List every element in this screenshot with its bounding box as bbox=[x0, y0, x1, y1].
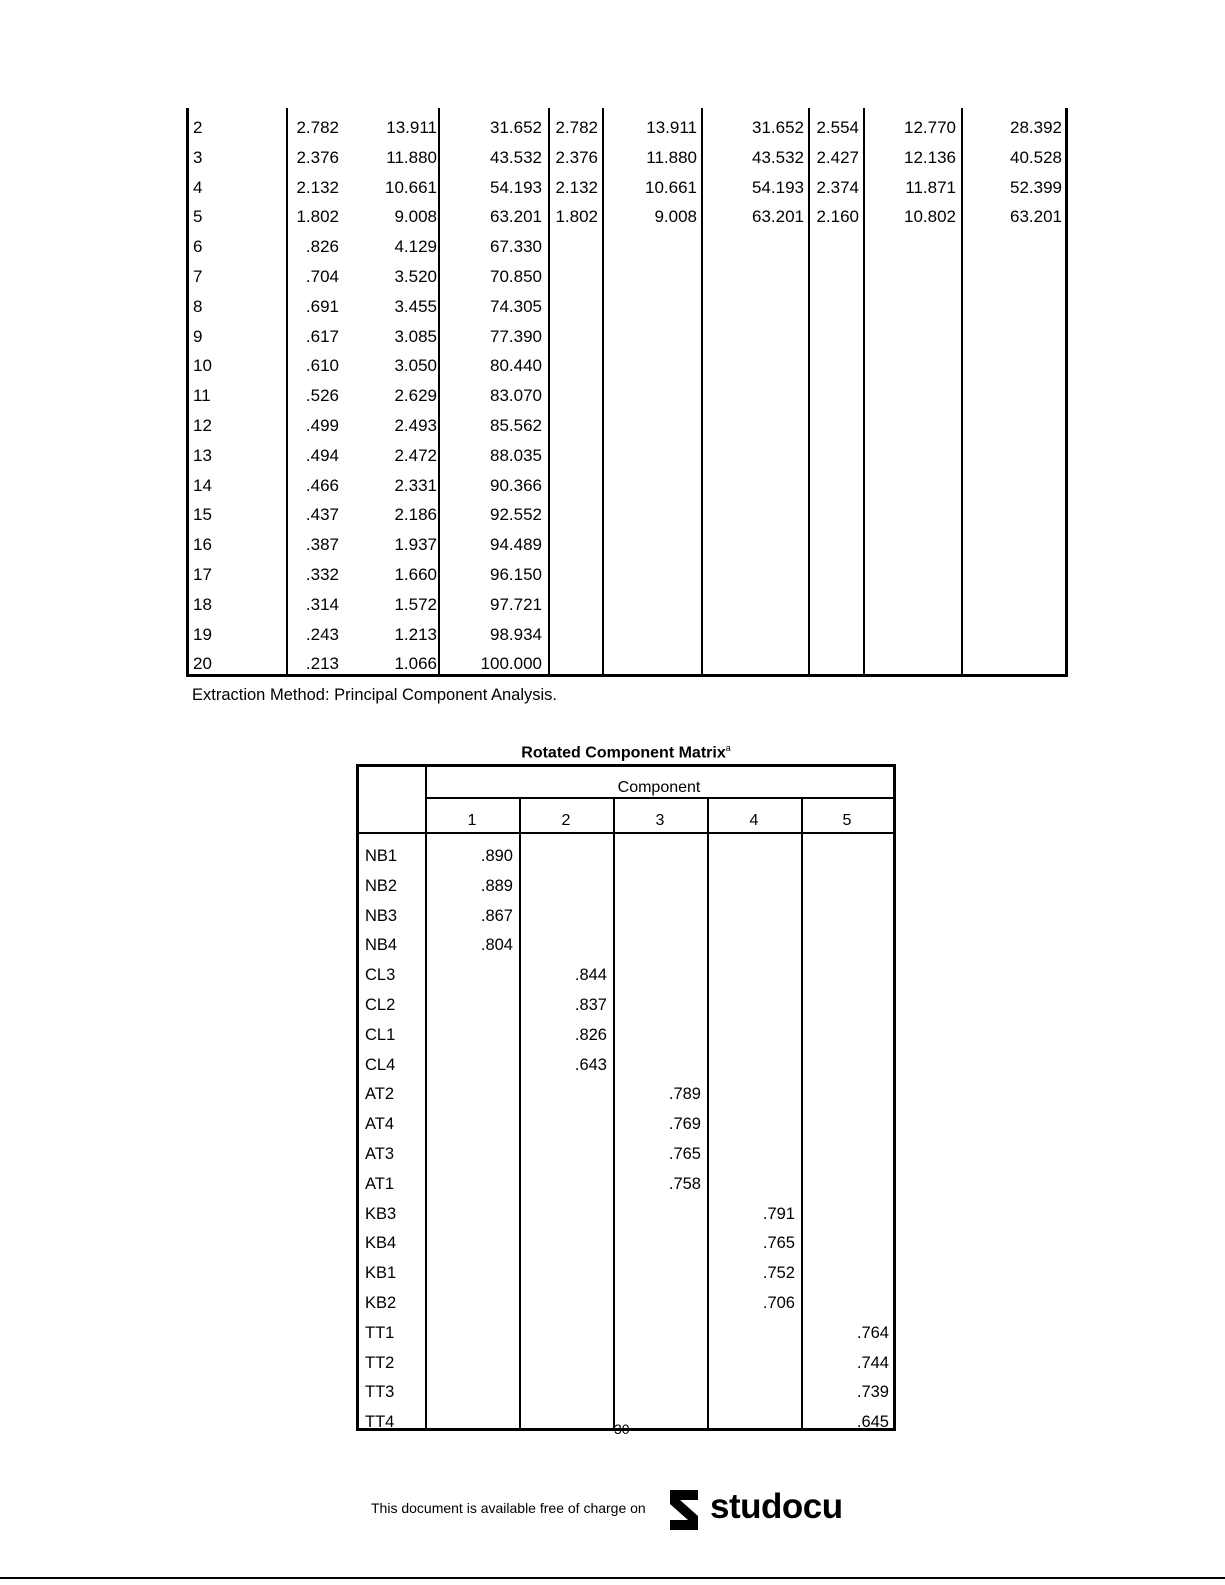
initial-cumulative-pct: 63.201 bbox=[490, 207, 542, 227]
component-col-4: 4 bbox=[749, 812, 759, 829]
extraction-cumulative-pct: 43.532 bbox=[752, 147, 804, 167]
initial-pct-variance: 2.493 bbox=[394, 416, 437, 435]
extraction-total: 2.376 bbox=[555, 147, 598, 167]
item-label: AT4 bbox=[365, 1115, 395, 1134]
item-label: CL2 bbox=[365, 996, 396, 1014]
initial-pct-variance: 3.085 bbox=[394, 326, 437, 346]
component-number: 15 bbox=[193, 505, 212, 525]
matrix-row bbox=[359, 990, 893, 1020]
variance-table-row bbox=[189, 471, 1065, 501]
initial-total: .499 bbox=[305, 416, 339, 435]
initial-cumulative-pct: 85.562 bbox=[490, 416, 542, 435]
loading-value: .765 bbox=[762, 1234, 795, 1253]
initial-pct-variance: 3.050 bbox=[394, 356, 437, 376]
initial-pct-variance: 2.472 bbox=[394, 445, 437, 465]
loading-value: .791 bbox=[762, 1204, 795, 1223]
item-label: NB2 bbox=[365, 876, 398, 895]
component-number: 10 bbox=[193, 356, 212, 376]
matrix-row bbox=[359, 1199, 893, 1229]
initial-pct-variance: 3.520 bbox=[394, 267, 437, 286]
initial-cumulative-pct: 70.850 bbox=[490, 267, 542, 286]
rotation-cumulative-pct: 52.399 bbox=[1010, 177, 1062, 197]
item-label: KB1 bbox=[365, 1264, 397, 1283]
initial-total: .466 bbox=[305, 475, 339, 495]
initial-cumulative-pct: 96.150 bbox=[490, 565, 542, 584]
matrix-row bbox=[359, 901, 893, 931]
item-label: TT3 bbox=[365, 1383, 395, 1402]
rotated-component-matrix bbox=[356, 764, 896, 1437]
initial-cumulative-pct: 80.440 bbox=[490, 356, 542, 376]
matrix-row bbox=[359, 1228, 893, 1258]
initial-pct-variance: 9.008 bbox=[394, 207, 437, 227]
variance-table-row bbox=[189, 411, 1065, 441]
component-number: 8 bbox=[193, 296, 203, 316]
loading-value: .826 bbox=[574, 1025, 607, 1044]
matrix-row bbox=[359, 1109, 893, 1139]
initial-cumulative-pct: 97.721 bbox=[490, 594, 542, 614]
initial-total: 2.782 bbox=[296, 118, 339, 137]
initial-total: 2.376 bbox=[296, 147, 339, 167]
matrix-row bbox=[359, 871, 893, 901]
initial-total: .704 bbox=[305, 267, 339, 286]
initial-total: .826 bbox=[305, 237, 339, 257]
item-label: CL4 bbox=[365, 1055, 396, 1074]
component-number: 14 bbox=[193, 475, 212, 495]
loading-value: .804 bbox=[480, 936, 513, 955]
component-number: 18 bbox=[193, 594, 212, 614]
initial-pct-variance: 10.661 bbox=[385, 177, 437, 197]
initial-total: 1.802 bbox=[296, 207, 339, 227]
component-number: 7 bbox=[193, 267, 203, 286]
initial-total: .494 bbox=[305, 445, 339, 465]
initial-pct-variance: 1.937 bbox=[394, 535, 437, 555]
matrix-row bbox=[359, 841, 893, 871]
loading-value: .645 bbox=[856, 1413, 889, 1432]
initial-total: 2.132 bbox=[296, 177, 339, 197]
initial-cumulative-pct: 74.305 bbox=[490, 296, 542, 316]
component-group-header: Component bbox=[617, 779, 701, 796]
initial-total: .526 bbox=[305, 386, 339, 406]
item-label: AT1 bbox=[365, 1174, 395, 1193]
item-label: CL1 bbox=[365, 1025, 396, 1044]
initial-total: .213 bbox=[305, 654, 339, 674]
matrix-row bbox=[359, 1169, 893, 1199]
extraction-total: 1.802 bbox=[555, 207, 598, 227]
initial-total: .314 bbox=[305, 594, 339, 614]
component-col-3: 3 bbox=[655, 812, 665, 829]
initial-pct-variance: 2.331 bbox=[394, 475, 437, 495]
component-col-1: 1 bbox=[467, 812, 477, 829]
loading-value: .643 bbox=[574, 1055, 607, 1074]
variance-table-row bbox=[189, 441, 1065, 471]
item-label: TT4 bbox=[365, 1413, 395, 1432]
title-footnote-marker: a bbox=[725, 743, 731, 753]
initial-cumulative-pct: 98.934 bbox=[490, 624, 542, 644]
rotation-total: 2.427 bbox=[816, 147, 859, 167]
loading-value: .890 bbox=[480, 847, 513, 865]
extraction-total: 2.132 bbox=[555, 177, 598, 197]
matrix-row bbox=[359, 1348, 893, 1378]
initial-pct-variance: 1.660 bbox=[394, 565, 437, 584]
component-number: 16 bbox=[193, 535, 212, 555]
rotation-cumulative-pct: 28.392 bbox=[1010, 118, 1062, 137]
matrix-row bbox=[359, 1139, 893, 1169]
matrix-row bbox=[359, 1288, 893, 1318]
initial-pct-variance: 2.186 bbox=[394, 505, 437, 525]
component-number: 11 bbox=[193, 386, 211, 406]
loading-value: .844 bbox=[574, 966, 607, 985]
loading-value: .739 bbox=[856, 1383, 889, 1402]
component-number: 12 bbox=[193, 416, 212, 435]
matrix-row bbox=[359, 1258, 893, 1288]
rotation-cumulative-pct: 40.528 bbox=[1010, 147, 1062, 167]
initial-total: .437 bbox=[305, 505, 339, 525]
page-bottom-rule bbox=[0, 1577, 1225, 1579]
variance-table-row bbox=[189, 530, 1065, 560]
studocu-wordmark: studocu bbox=[710, 1487, 843, 1526]
item-label: TT2 bbox=[365, 1353, 395, 1372]
rotation-cumulative-pct: 63.201 bbox=[1010, 207, 1062, 227]
loading-value: .769 bbox=[668, 1115, 701, 1134]
item-label: KB4 bbox=[365, 1234, 397, 1253]
rotated-matrix-title: Rotated Component Matrix$^a$ bbox=[521, 743, 731, 762]
item-label: NB1 bbox=[365, 847, 398, 865]
item-label: NB3 bbox=[365, 906, 398, 925]
loading-value: .744 bbox=[856, 1353, 889, 1372]
rotation-pct-variance: 12.770 bbox=[904, 118, 956, 137]
rotation-total: 2.374 bbox=[816, 177, 859, 197]
component-number: 6 bbox=[193, 237, 203, 257]
variance-table-row bbox=[189, 173, 1065, 203]
rotation-pct-variance: 12.136 bbox=[904, 147, 956, 167]
item-label: AT3 bbox=[365, 1145, 395, 1163]
item-label: KB2 bbox=[365, 1294, 397, 1312]
extraction-method-footnote: Extraction Method: Principal Component Analysis. bbox=[192, 686, 558, 704]
variance-table-row bbox=[189, 143, 1065, 173]
loading-value: .764 bbox=[856, 1323, 889, 1342]
component-col-2: 2 bbox=[561, 812, 571, 829]
matrix-row bbox=[359, 930, 893, 960]
variance-table-row bbox=[189, 113, 1065, 143]
initial-cumulative-pct: 77.390 bbox=[490, 326, 542, 346]
initial-total: .691 bbox=[305, 296, 339, 316]
component-number: 9 bbox=[193, 326, 203, 346]
initial-pct-variance: 13.911 bbox=[386, 118, 437, 137]
loading-value: .765 bbox=[668, 1145, 701, 1163]
component-number: 2 bbox=[193, 118, 203, 137]
matrix-row bbox=[359, 960, 893, 990]
variance-table-row bbox=[189, 649, 1065, 679]
component-number: 17 bbox=[193, 565, 212, 584]
variance-table-row bbox=[189, 232, 1065, 262]
extraction-cumulative-pct: 31.652 bbox=[752, 118, 804, 137]
variance-table-row bbox=[189, 262, 1065, 292]
component-number: 4 bbox=[193, 177, 203, 197]
matrix-row bbox=[359, 1050, 893, 1080]
rotation-pct-variance: 11.871 bbox=[905, 177, 956, 197]
initial-cumulative-pct: 94.489 bbox=[490, 535, 542, 555]
variance-table-row bbox=[189, 322, 1065, 352]
initial-pct-variance: 11.880 bbox=[386, 147, 437, 167]
matrix-row bbox=[359, 1020, 893, 1050]
variance-table-row bbox=[189, 292, 1065, 322]
component-number: 3 bbox=[193, 147, 203, 167]
item-label: KB3 bbox=[365, 1204, 397, 1223]
initial-total: .617 bbox=[305, 326, 339, 346]
initial-cumulative-pct: 90.366 bbox=[490, 475, 542, 495]
variance-table-row bbox=[189, 560, 1065, 590]
component-col-5: 5 bbox=[842, 812, 852, 829]
loading-value: .837 bbox=[574, 996, 607, 1014]
item-label: AT2 bbox=[365, 1085, 395, 1104]
matrix-row bbox=[359, 1377, 893, 1407]
loading-value: .889 bbox=[480, 876, 513, 895]
matrix-row bbox=[359, 1079, 893, 1109]
loading-value: .752 bbox=[762, 1264, 795, 1283]
variance-table-row bbox=[189, 620, 1065, 650]
initial-cumulative-pct: 31.652 bbox=[490, 118, 542, 137]
loading-value: .706 bbox=[762, 1294, 795, 1312]
loading-value: .867 bbox=[480, 906, 513, 925]
item-label: TT1 bbox=[365, 1323, 395, 1342]
extraction-total: 2.782 bbox=[555, 118, 598, 137]
variance-table-row bbox=[189, 381, 1065, 411]
initial-cumulative-pct: 67.330 bbox=[490, 237, 542, 257]
initial-pct-variance: 4.129 bbox=[394, 237, 437, 257]
item-label: CL3 bbox=[365, 966, 396, 985]
rotation-pct-variance: 10.802 bbox=[904, 207, 956, 227]
extraction-pct-variance: 10.661 bbox=[645, 177, 697, 197]
extraction-pct-variance: 9.008 bbox=[654, 207, 697, 227]
total-variance-table bbox=[186, 108, 1068, 677]
loading-value: .789 bbox=[668, 1085, 701, 1104]
initial-pct-variance: 2.629 bbox=[394, 386, 437, 406]
rotation-total: 2.160 bbox=[816, 207, 859, 227]
item-label: NB4 bbox=[365, 936, 398, 955]
variance-table-row bbox=[189, 590, 1065, 620]
extraction-pct-variance: 11.880 bbox=[646, 147, 697, 167]
variance-table-row bbox=[189, 500, 1065, 530]
component-number: 19 bbox=[193, 624, 212, 644]
initial-total: .610 bbox=[305, 356, 339, 376]
page-number: 30 bbox=[614, 1421, 630, 1437]
extraction-cumulative-pct: 54.193 bbox=[752, 177, 804, 197]
matrix-row bbox=[359, 1318, 893, 1348]
initial-total: .243 bbox=[305, 624, 339, 644]
initial-cumulative-pct: 54.193 bbox=[490, 177, 542, 197]
initial-cumulative-pct: 83.070 bbox=[490, 386, 542, 406]
initial-cumulative-pct: 43.532 bbox=[490, 147, 542, 167]
studocu-logo-icon bbox=[662, 1486, 706, 1534]
variance-table-row bbox=[189, 202, 1065, 232]
rotation-total: 2.554 bbox=[816, 118, 859, 137]
extraction-cumulative-pct: 63.201 bbox=[752, 207, 804, 227]
initial-pct-variance: 1.213 bbox=[394, 624, 437, 644]
initial-cumulative-pct: 88.035 bbox=[490, 445, 542, 465]
component-number: 5 bbox=[193, 207, 203, 227]
initial-total: .387 bbox=[305, 535, 339, 555]
loading-value: .758 bbox=[668, 1174, 701, 1193]
initial-cumulative-pct: 92.552 bbox=[490, 505, 542, 525]
variance-table-row bbox=[189, 351, 1065, 381]
initial-pct-variance: 1.066 bbox=[394, 654, 437, 674]
initial-pct-variance: 3.455 bbox=[394, 296, 437, 316]
component-number: 13 bbox=[193, 445, 212, 465]
component-number: 20 bbox=[193, 654, 212, 674]
initial-cumulative-pct: 100.000 bbox=[480, 654, 542, 674]
initial-pct-variance: 1.572 bbox=[394, 594, 437, 614]
extraction-pct-variance: 13.911 bbox=[646, 118, 697, 137]
footer-availability-text: This document is available free of charge on bbox=[371, 1500, 646, 1516]
initial-total: .332 bbox=[305, 565, 339, 584]
